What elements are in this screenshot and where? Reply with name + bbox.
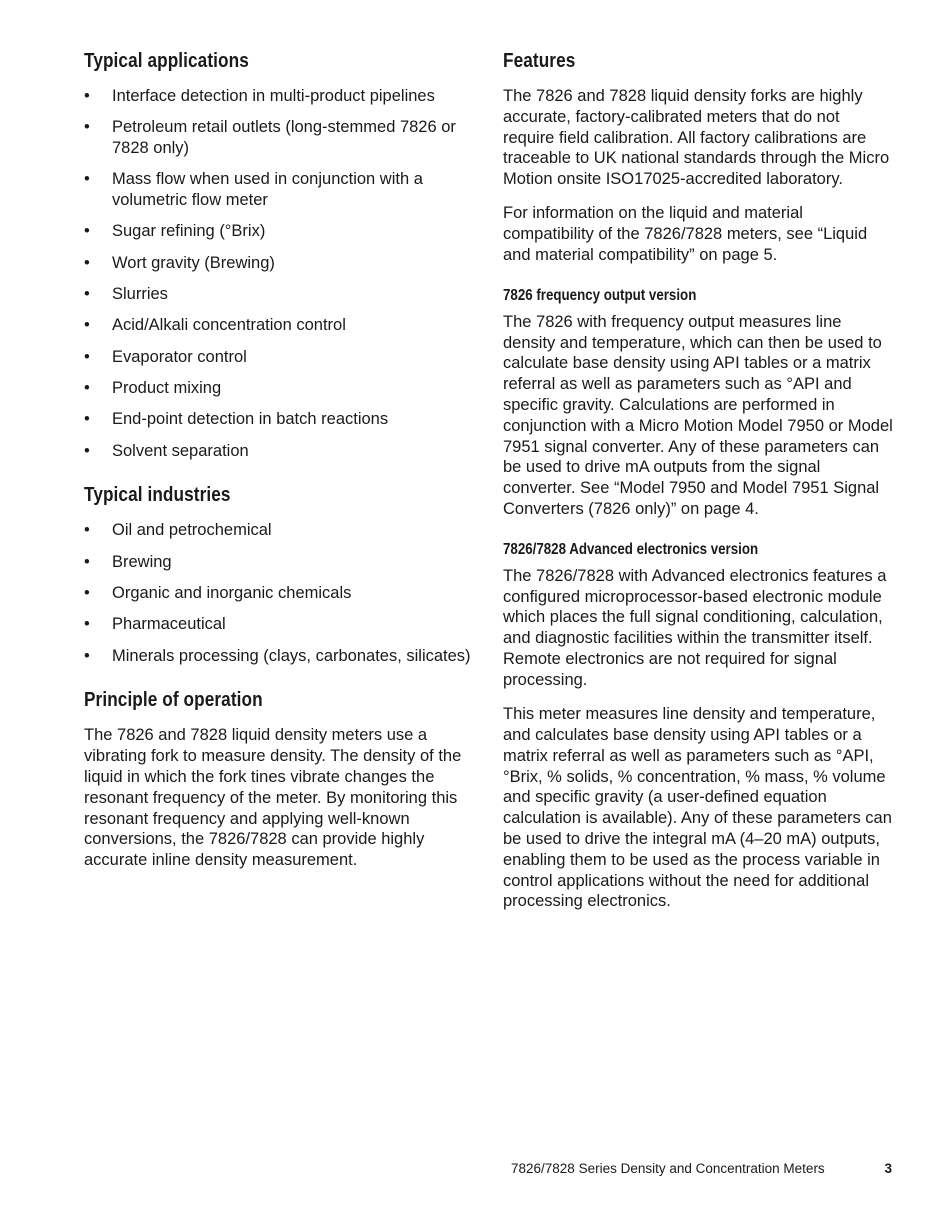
typical-applications-list	[84, 86, 476, 461]
list-item: • Acid/Alkali concentration control	[84, 315, 476, 336]
typical-industries-heading: Typical industries	[84, 484, 231, 507]
list-item: • End-point detection in batch reactions	[84, 409, 476, 430]
left-column	[84, 48, 476, 884]
list-item: • Sugar refining (°Brix)	[84, 221, 476, 242]
typical-industries-section	[84, 482, 476, 666]
list-item: • Wort gravity (Brewing)	[84, 253, 476, 274]
typical-applications-section	[84, 48, 476, 461]
list-item: • Brewing	[84, 552, 476, 573]
list-item: • Minerals processing (clays, carbonates, silicates)	[84, 646, 476, 667]
measurement-paragraph: This meter measures line density and temperature, and calculates base density using API tables or a matrix referral as well as parameters such as °API, °Brix, % solids, % concentration, % mass, % volume and specific gravity (a user-defined equation calculation is available). Any of these parameters can be used to drive the integral mA (4–20 mA) outputs, enabling them to be used as the process variable in control applications without the need for additional processing electronics.	[503, 705, 892, 911]
features-heading: Features	[503, 50, 576, 72]
list-item: • Organic and inorganic chemicals	[84, 583, 476, 604]
features-section	[503, 48, 895, 266]
features-paragraph: The 7826 and 7828 liquid density forks are highly accurate, factory-calibrated meters that do not require field calibration. All factory calibrations are traceable to UK national standards through the Micro Motion onsite ISO17025-accredited laboratory.	[503, 87, 890, 189]
principle-of-operation-section	[84, 687, 476, 871]
footer-title: 7826/7828 Series Density and Concentration Meters	[511, 1161, 825, 1176]
advanced-electronics-section	[503, 540, 895, 912]
typical-applications-heading: Typical applications	[84, 50, 249, 72]
list-item: • Oil and petrochemical	[84, 520, 476, 541]
list-item: • Mass flow when used in conjunction with a volumetric flow meter	[84, 169, 476, 211]
list-item: • Evaporator control	[84, 347, 476, 368]
advanced-electronics-paragraph: The 7826/7828 with Advanced electronics features a configured microprocessor-based electronic module which places the full signal conditioning, calculation, and diagnostic facilities within the transmitter itself. Remote electronics are not required for signal processing.	[503, 566, 887, 689]
typical-industries-list	[84, 520, 476, 666]
frequency-output-heading: 7826 frequency output version	[503, 286, 697, 304]
list-item: • Product mixing	[84, 378, 476, 399]
page-number: 3	[884, 1161, 892, 1176]
principle-of-operation-heading: Principle of operation	[84, 689, 263, 712]
principle-paragraph: The 7826 and 7828 liquid density meters use a vibrating fork to measure density. The density of the liquid in which the fork tines vibrate changes the resonant frequency of the meter. By monitoring this resonant frequency and applying well-known conversions, the 7826/7828 can provide highly accurate inline density measurement.	[84, 726, 462, 870]
list-item: • Solvent separation	[84, 441, 476, 462]
list-item: • Interface detection in multi-product pipelines	[84, 86, 476, 107]
frequency-output-paragraph: The 7826 with frequency output measures line density and temperature, which can then be used to calculate base density using API tables or a matrix referral as well as parameters such as °API and specific gravity. Calculations are performed in conjunction with a Micro Motion Model 7950 or Model 7951 signal converter. Any of these parameters can be used to drive mA outputs from the signal converter. See “Model 7950 and Model 7951 Signal Converters (7826 only)” on page 4.	[503, 312, 893, 519]
frequency-output-section	[503, 286, 895, 520]
right-column	[503, 48, 895, 926]
list-item: • Pharmaceutical	[84, 614, 476, 635]
compatibility-paragraph: For information on the liquid and material compatibility of the 7826/7828 meters, see “Liquid and material compatibility” on page 5.	[503, 204, 868, 265]
list-item: • Slurries	[84, 284, 476, 305]
page-footer	[511, 1160, 894, 1178]
list-item: • Petroleum retail outlets (long-stemmed 7826 or 7828 only)	[84, 117, 476, 159]
advanced-electronics-heading: 7826/7828 Advanced electronics version	[503, 540, 759, 558]
